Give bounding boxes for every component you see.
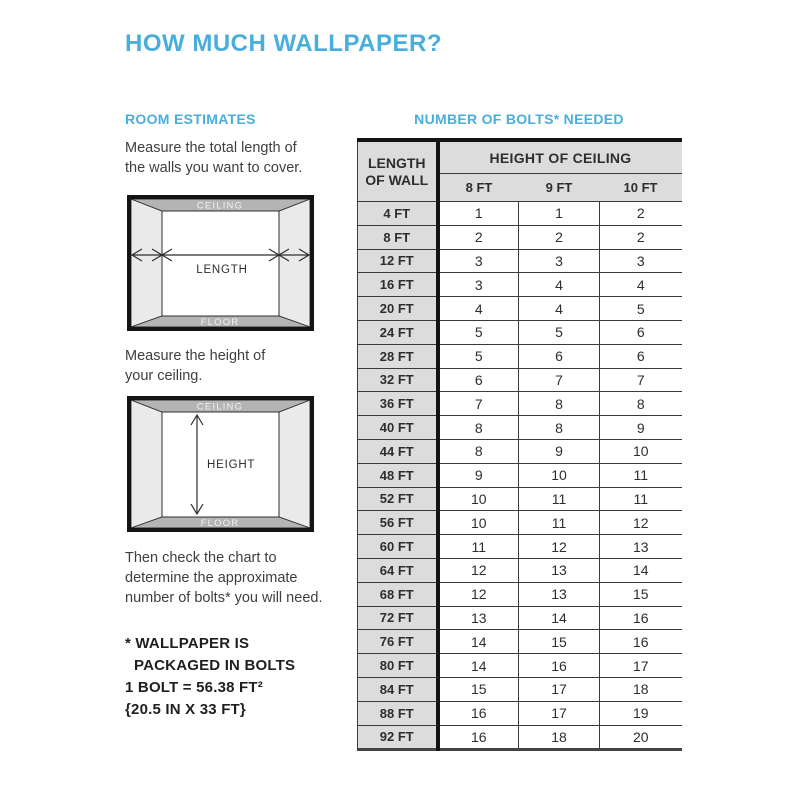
wall-length-cell: 64 FT <box>358 558 438 582</box>
room-height-diagram <box>127 396 314 532</box>
table-row <box>358 368 682 392</box>
instruction-check-chart <box>125 548 322 608</box>
wall-length-cell: 88 FT <box>358 701 438 725</box>
bolts-needed-table <box>357 138 682 751</box>
floor-label: FLOOR <box>200 518 240 529</box>
wall-length-cell: 92 FT <box>358 725 438 750</box>
instruction-line: number of bolts* you will need. <box>125 590 323 606</box>
bolt-count-cell: 8 <box>519 392 600 416</box>
table-row <box>358 582 682 606</box>
bolt-count-cell: 8 <box>519 416 600 440</box>
wall-length-cell: 52 FT <box>358 487 438 511</box>
bolt-count-cell: 7 <box>600 368 682 392</box>
instruction-line: Measure the total length of <box>125 140 297 156</box>
bolt-count-cell: 13 <box>519 558 600 582</box>
table-row <box>358 249 682 273</box>
wall-length-cell: 56 FT <box>358 511 438 535</box>
bolt-count-cell: 5 <box>600 297 682 321</box>
bolt-count-cell: 1 <box>438 202 519 226</box>
bolt-count-cell: 16 <box>438 725 519 750</box>
bolt-count-cell: 4 <box>519 297 600 321</box>
wall-length-cell: 32 FT <box>358 368 438 392</box>
note-line: PACKAGED IN BOLTS <box>134 657 296 674</box>
bolt-count-cell: 14 <box>600 558 682 582</box>
instruction-line: determine the approximate <box>125 570 298 586</box>
ceiling-label: CEILING <box>196 200 244 212</box>
table-row <box>358 439 682 463</box>
instruction-measure-length <box>125 138 302 178</box>
bolt-count-cell: 16 <box>600 606 682 630</box>
bolt-count-cell: 2 <box>600 225 682 249</box>
bolt-count-cell: 11 <box>600 463 682 487</box>
wall-length-cell: 44 FT <box>358 439 438 463</box>
bolt-count-cell: 16 <box>519 654 600 678</box>
right-wall <box>279 400 310 528</box>
page-title: HOW MUCH WALLPAPER? <box>125 30 443 57</box>
instruction-line: Then check the chart to <box>125 550 277 566</box>
table-row <box>358 487 682 511</box>
bolt-count-cell: 6 <box>600 320 682 344</box>
table-row <box>358 416 682 440</box>
table-row <box>358 701 682 725</box>
wall-length-cell: 60 FT <box>358 535 438 559</box>
bolt-count-cell: 4 <box>519 273 600 297</box>
room-estimates-heading: ROOM ESTIMATES <box>125 111 256 127</box>
bolt-count-cell: 9 <box>438 463 519 487</box>
bolt-count-cell: 8 <box>438 416 519 440</box>
bolt-count-cell: 4 <box>600 273 682 297</box>
bolt-count-cell: 12 <box>438 558 519 582</box>
note-line: * WALLPAPER IS <box>125 635 250 652</box>
bolt-count-cell: 14 <box>438 654 519 678</box>
bolt-count-cell: 12 <box>600 511 682 535</box>
bolt-count-cell: 12 <box>519 535 600 559</box>
bolt-count-cell: 6 <box>438 368 519 392</box>
right-wall <box>279 199 310 327</box>
table-row <box>358 320 682 344</box>
wall-length-cell: 16 FT <box>358 273 438 297</box>
bolts-table-body <box>358 202 682 750</box>
wall-length-cell: 24 FT <box>358 320 438 344</box>
bolt-count-cell: 3 <box>438 249 519 273</box>
bolt-count-cell: 11 <box>519 511 600 535</box>
bolt-count-cell: 10 <box>438 487 519 511</box>
wall-length-cell: 20 FT <box>358 297 438 321</box>
bolt-count-cell: 5 <box>438 320 519 344</box>
column-header-10ft: 10 FT <box>600 174 682 202</box>
room-length-diagram-svg <box>127 195 314 331</box>
bolt-count-cell: 15 <box>438 677 519 701</box>
wall-length-cell: 68 FT <box>358 582 438 606</box>
bolt-count-cell: 2 <box>519 225 600 249</box>
bolt-count-cell: 18 <box>600 677 682 701</box>
bolt-count-cell: 3 <box>600 249 682 273</box>
bolt-count-cell: 3 <box>438 273 519 297</box>
bolt-count-cell: 14 <box>438 630 519 654</box>
left-wall <box>131 199 162 327</box>
table-row <box>358 511 682 535</box>
bolt-count-cell: 16 <box>600 630 682 654</box>
bolt-count-cell: 12 <box>438 582 519 606</box>
bolt-count-cell: 3 <box>519 249 600 273</box>
wall-length-cell: 8 FT <box>358 225 438 249</box>
instruction-line: Measure the height of <box>125 348 266 364</box>
bolt-count-cell: 5 <box>519 320 600 344</box>
bolt-count-cell: 17 <box>600 654 682 678</box>
bolt-count-cell: 11 <box>438 535 519 559</box>
bolt-count-cell: 11 <box>519 487 600 511</box>
left-wall <box>131 400 162 528</box>
bolt-count-cell: 15 <box>600 582 682 606</box>
table-row <box>358 225 682 249</box>
instruction-line: your ceiling. <box>125 368 203 384</box>
ceiling-label: CEILING <box>196 401 244 413</box>
table-row <box>358 558 682 582</box>
wall-length-cell: 28 FT <box>358 344 438 368</box>
bolt-count-cell: 2 <box>600 202 682 226</box>
bolt-count-cell: 15 <box>519 630 600 654</box>
column-header-8ft: 8 FT <box>438 174 519 202</box>
bolt-count-cell: 8 <box>438 439 519 463</box>
bolt-count-cell: 9 <box>600 416 682 440</box>
height-of-ceiling-header: HEIGHT OF CEILING <box>438 140 682 174</box>
wall-length-cell: 12 FT <box>358 249 438 273</box>
note-line: {20.5 IN X 33 FT} <box>125 701 246 718</box>
wall-length-cell: 80 FT <box>358 654 438 678</box>
wall-length-cell: 76 FT <box>358 630 438 654</box>
instruction-line: the walls you want to cover. <box>125 160 303 176</box>
bolt-count-cell: 8 <box>600 392 682 416</box>
bolt-count-cell: 17 <box>519 677 600 701</box>
bolts-table-heading: NUMBER OF BOLTS* NEEDED <box>414 111 624 127</box>
table-row <box>358 535 682 559</box>
bolt-count-cell: 11 <box>600 487 682 511</box>
length-of-wall-header <box>358 140 438 202</box>
table-row <box>358 202 682 226</box>
table-row <box>358 463 682 487</box>
note-line: 1 BOLT = 56.38 FT² <box>125 679 263 696</box>
bolt-count-cell: 2 <box>438 225 519 249</box>
table-row <box>358 606 682 630</box>
table-row <box>358 273 682 297</box>
bolt-count-cell: 13 <box>519 582 600 606</box>
height-dimension-label: HEIGHT <box>207 459 256 471</box>
bolt-count-cell: 18 <box>519 725 600 750</box>
bolt-count-cell: 7 <box>438 392 519 416</box>
bolt-count-cell: 20 <box>600 725 682 750</box>
column-header-9ft: 9 FT <box>519 174 600 202</box>
table-row <box>358 725 682 750</box>
bolt-size-note <box>125 677 263 721</box>
bolt-count-cell: 6 <box>519 344 600 368</box>
bolt-count-cell: 6 <box>600 344 682 368</box>
floor-label: FLOOR <box>200 317 240 328</box>
table-row <box>358 654 682 678</box>
table-row <box>358 344 682 368</box>
bolt-count-cell: 5 <box>438 344 519 368</box>
bolt-count-cell: 13 <box>438 606 519 630</box>
table-row <box>358 392 682 416</box>
bolt-count-cell: 19 <box>600 701 682 725</box>
instruction-measure-height <box>125 346 265 386</box>
table-header-row <box>358 140 682 174</box>
wall-length-cell: 48 FT <box>358 463 438 487</box>
wall-length-cell: 84 FT <box>358 677 438 701</box>
table-row <box>358 297 682 321</box>
bolt-count-cell: 9 <box>519 439 600 463</box>
length-dimension-label: LENGTH <box>196 264 248 276</box>
wall-length-cell: 4 FT <box>358 202 438 226</box>
header-line: LENGTH <box>367 154 426 171</box>
table-row <box>358 677 682 701</box>
bolt-count-cell: 17 <box>519 701 600 725</box>
wall-length-cell: 36 FT <box>358 392 438 416</box>
bolt-count-cell: 14 <box>519 606 600 630</box>
bolt-count-cell: 1 <box>519 202 600 226</box>
wallpaper-bolts-note <box>125 633 295 677</box>
bolt-count-cell: 16 <box>438 701 519 725</box>
bolt-count-cell: 7 <box>519 368 600 392</box>
wall-length-cell: 40 FT <box>358 416 438 440</box>
header-line: OF WALL <box>365 171 429 188</box>
table-row <box>358 630 682 654</box>
room-length-diagram <box>127 195 314 331</box>
bolt-count-cell: 10 <box>600 439 682 463</box>
bolt-count-cell: 10 <box>519 463 600 487</box>
room-height-diagram-svg <box>127 396 314 532</box>
bolt-count-cell: 13 <box>600 535 682 559</box>
bolt-count-cell: 10 <box>438 511 519 535</box>
wall-length-cell: 72 FT <box>358 606 438 630</box>
bolt-count-cell: 4 <box>438 297 519 321</box>
